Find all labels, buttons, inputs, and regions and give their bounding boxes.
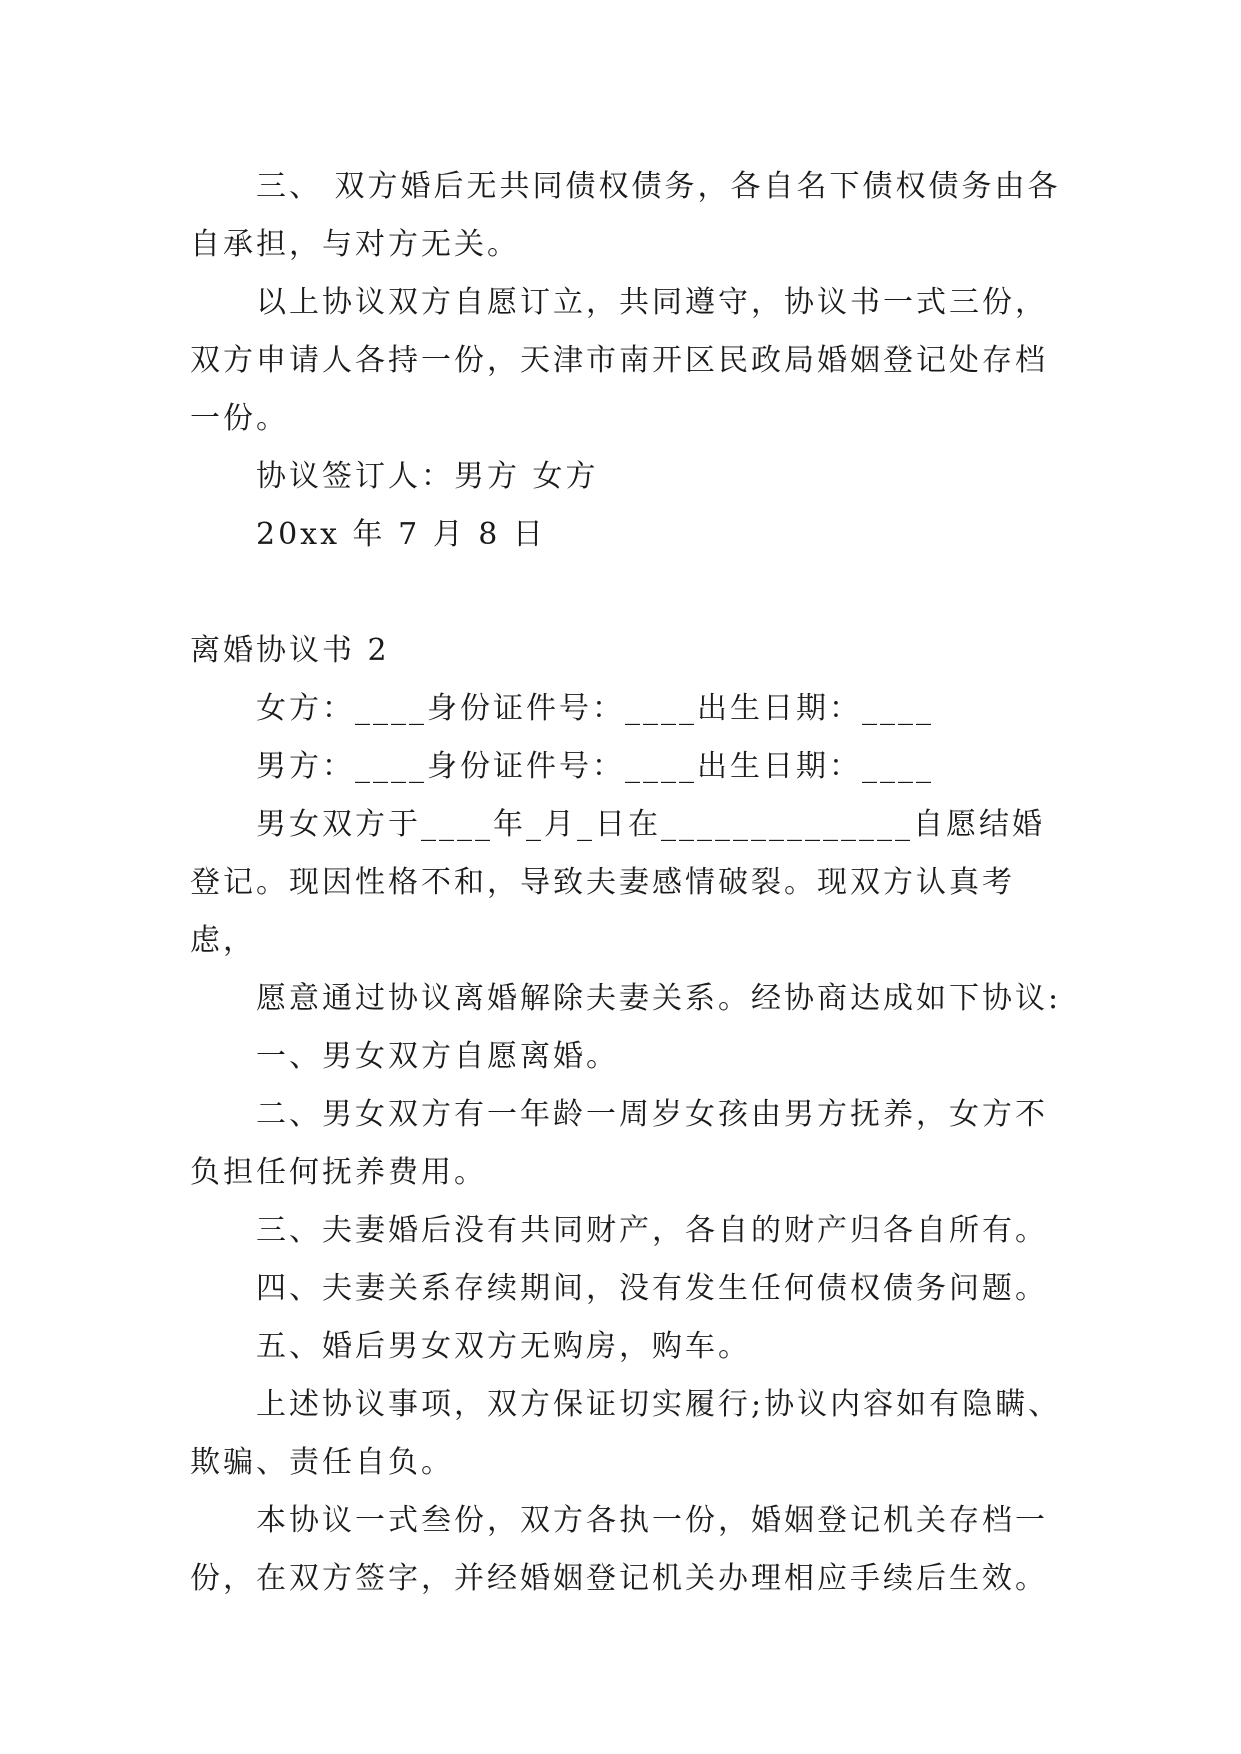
paragraph-item-5: 五、婚后男女双方无购房，购车。: [256, 1329, 751, 1364]
paragraph-item-4: 四、夫妻关系存续期间，没有发生任何债权债务问题。: [256, 1271, 1048, 1306]
paragraph-item-3: 三、夫妻婚后没有共同财产，各自的财产归各自所有。: [256, 1213, 1048, 1248]
document-page: [190, 158, 1070, 1608]
paragraph-debt: 三、 双方婚后无共同债权债务，各自名下债权债务由各自承担，与对方无关。: [190, 169, 1061, 262]
section-title: 离婚协议书 2: [190, 633, 390, 668]
section-spacer: [190, 564, 1070, 622]
paragraph-signatories: 协议签订人：男方 女方: [256, 459, 599, 494]
paragraph-copies: 以上协议双方自愿订立，共同遵守，协议书一式三份，双方申请人各持一份，天津市南开区民政局婚姻登记处存档一份。: [190, 285, 1048, 436]
paragraph-date: 20xx 年 7 月 8 日: [256, 517, 546, 552]
paragraph-marriage-registration: 男女双方于____年_月_日在______________自愿结婚登记。现因性格不和，导致夫妻感情破裂。现双方认真考虑，: [190, 807, 1045, 958]
paragraph-male-info: 男方：____身份证件号：____出生日期：____: [256, 749, 934, 784]
paragraph-effectiveness: 本协议一式叁份，双方各执一份，婚姻登记机关存档一份，在双方签字，并经婚姻登记机关办理相应手续后生效。: [190, 1503, 1048, 1596]
paragraph-agreement-intro: 愿意通过协议离婚解除夫妻关系。经协商达成如下协议:: [256, 981, 1062, 1016]
paragraph-item-2: 二、男女双方有一年龄一周岁女孩由男方抚养，女方不负担任何抚养费用。: [190, 1097, 1048, 1190]
paragraph-commitment: 上述协议事项，双方保证切实履行;协议内容如有隐瞒、欺骗、责任自负。: [190, 1387, 1062, 1480]
paragraph-female-info: 女方：____身份证件号：____出生日期：____: [256, 691, 934, 726]
paragraph-item-1: 一、男女双方自愿离婚。: [256, 1039, 619, 1074]
